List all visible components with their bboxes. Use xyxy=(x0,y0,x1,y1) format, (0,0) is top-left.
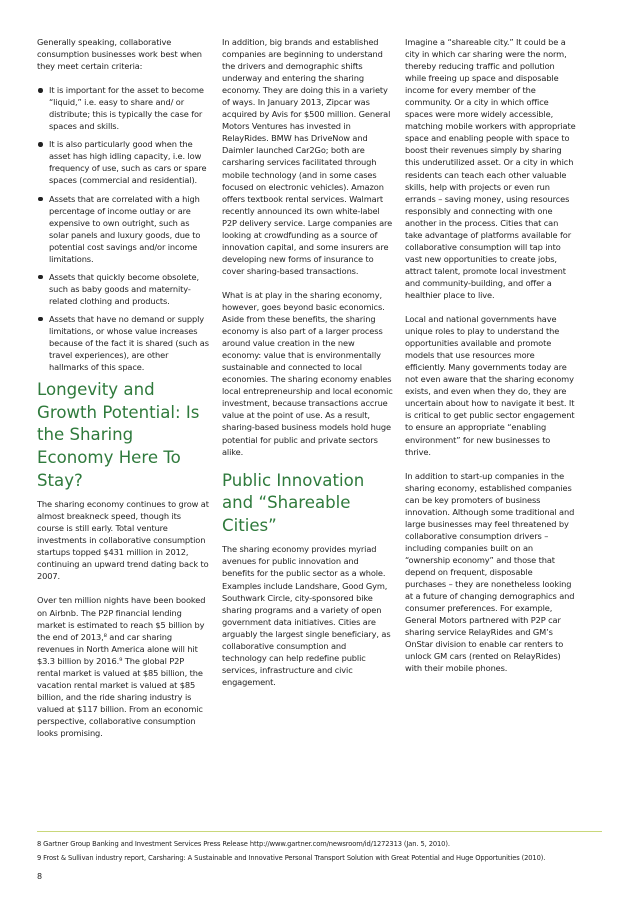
paragraph: The sharing economy continues to grow at almost breakneck speed, though its course is still early. Total venture investments in collaborative consumption startups topped $431 million in 2012, continuing an upward trend dating back to 2007. xyxy=(37,499,209,582)
footnote-9: 9 Frost & Sullivan industry report, Carsharing: A Sustainable and Innovative Personal Transport Solution with Great Potential and Huge Opportunities (2010). xyxy=(37,854,546,862)
list-item: Assets that quickly become obsolete, such as baby goods and maternity-related clothing and products. xyxy=(37,271,209,307)
column-3 xyxy=(405,36,576,686)
page-number: 8 xyxy=(37,872,43,881)
paragraph: Over ten million nights have been booked on Airbnb. The P2P financial lending market is estimated to reach $5 billion by the end of 2013,⁸ and car sharing revenues in North America alone will hit $3.3 billion by 2016.⁹ The global P2P rental market is valued at $85 billion, the vacation rental market is valued at $85 billion, and the ride sharing industry is valued at $117 billion. From an economic perspective, collaborative consumption looks promising. xyxy=(37,595,206,738)
paragraph: The sharing economy provides myriad avenues for public innovation and benefits for the public sector as a whole. Examples include Landshare, Good Gym, Southwark Circle, city-sponsored bike sharing programs and a variety of open government data initiatives. Cities are arguably the largest single beneficiary, as collaborative consumption and technology can help redefine public services, infrastructure and civic engagement. xyxy=(222,544,391,687)
column-1 xyxy=(37,36,209,751)
paragraph: Local and national governments have unique roles to play to understand the opportunities available and promote models that use resources more efficiently. Many governments today are not even aware that the sharing economy exists, and even when they do, they are uncertain about how to navigate it best. It is critical to get public sector engagement to ensure an appropriate “enabling environment” for new businesses to thrive. xyxy=(405,314,575,457)
paragraph: Imagine a “shareable city.” It could be a city in which car sharing were the norm, thereby reducing traffic and pollution while freeing up space and disposable income for every member of the community. Or a city in which office spaces were more widely accessible, matching mobile workers with appropriate space and enabling people with space to boost their revenues simply by sharing this underutilized asset. Or a city in which residents can teach each other valuable skills, help with projects or even run errands – saving money, using resources responsibly and connecting with one another in the process. Cities that can take advantage of platforms available for collaborative consumption will tap into vast new opportunities to create jobs, attract talent, promote local investment and community-building, and offer a healthier place to live. xyxy=(405,37,576,300)
criteria-list xyxy=(37,84,209,373)
paragraph: What is at play in the sharing economy, however, goes beyond basic economics. Aside from these benefits, the sharing economy is also part of a larger process around value creation in the new economy: value that is environmentally sustainable and connected to local economies. The sharing economy enables local entrepreneurship and local economic investment, because transactions accrue value at the point of use. As a result, sharing-based business models hold huge potential for public and private sectors alike. xyxy=(222,289,393,457)
list-item: It is important for the asset to become “liquid,” i.e. easy to share and/ or distribute; this is typically the case for spaces and skills. xyxy=(37,84,209,132)
column-2 xyxy=(222,36,393,700)
footnote-divider xyxy=(37,831,602,832)
paragraph: In addition to start-up companies in the sharing economy, established companies can be key promoters of business innovation. Although some traditional and large businesses may feel threatened by collaborative consumption drivers – including companies built on an “ownership economy” and those that depend on frequent, disposable purchases – they are nonetheless looking at a future of changing demographics and consumer preferences. For example, General Motors partnered with P2P car sharing service RelayRides and GM’s OnStar division to enable car renters to unlock GM cars (rented on RelayRides) with their mobile phones. xyxy=(405,470,575,674)
list-item: Assets that have no demand or supply limitations, or whose value increases because of the fact it is shared (such as travel experiences), are other hallmarks of this space. xyxy=(37,313,209,373)
paragraph: In addition, big brands and established companies are beginning to understand the drivers and demographic shifts underway and entering the sharing economy. They are doing this in a variety of ways. In January 2013, Zipcar was acquired by Avis for $500 million. General Motors Ventures has invested in RelayRides. BMW has DriveNow and Daimler launched Car2Go; both are carsharing services facilitated through mobile technology (and in some cases focused on electronic vehicles). Amazon offers textbook rental services. Walmart recently announced its own white-label P2P delivery service. Large companies are looking at crowdfunding as a source of innovation capital, and some insurers are developing new forms of insurance to cover sharing-based transactions. xyxy=(222,37,393,276)
footnotes xyxy=(37,838,607,866)
section-heading-longevity: Longevity and Growth Potential: Is the Sharing Economy Here To Stay? xyxy=(37,380,200,490)
footnote-8: 8 Gartner Group Banking and Investment Services Press Release http://www.gartner.com/newsroom/id/1272313 (Jan. 5, 2010). xyxy=(37,840,450,848)
criteria-intro: Generally speaking, collaborative consumption businesses work best when they meet certain criteria: xyxy=(37,37,202,72)
section-heading-public-innovation: Public Innovation and “Shareable Cities” xyxy=(222,470,365,535)
list-item: Assets that are correlated with a high percentage of income outlay or are expensive to own outright, such as solar panels and luxury goods, due to potential cost savings and/or income limitations. xyxy=(37,193,209,265)
list-item: It is also particularly good when the asset has high idling capacity, i.e. low frequency of use, such as cars or spare spaces (commercial and residential). xyxy=(37,138,209,186)
